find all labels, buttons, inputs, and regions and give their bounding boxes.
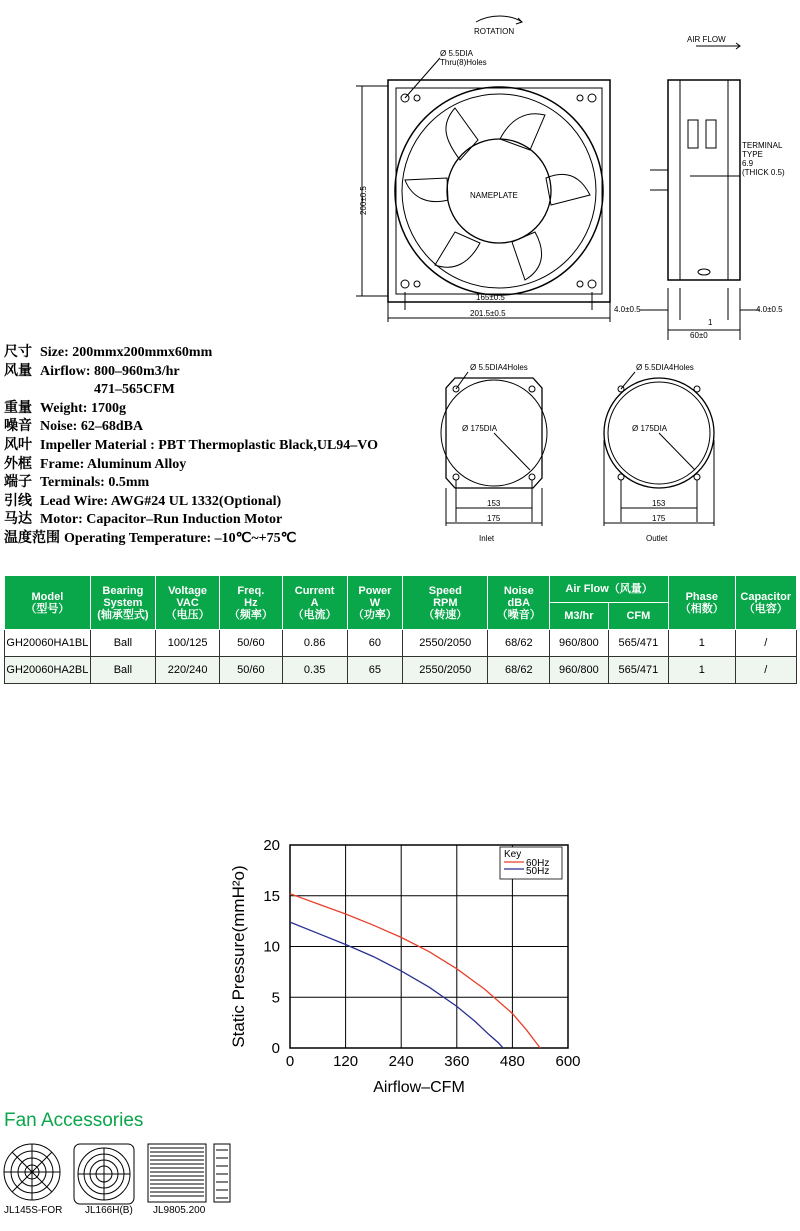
header-line: （电流） — [292, 608, 337, 621]
x-tick-label: 600 — [555, 1053, 581, 1070]
spec-label-cn: 风量 — [4, 363, 32, 379]
spec-value: Weight: 1700g — [40, 400, 126, 416]
rotation-label: ROTATION — [474, 27, 515, 36]
table-cell: / — [735, 657, 796, 684]
svg-text:4.0±0.5: 4.0±0.5 — [756, 305, 783, 314]
y-tick-label: 0 — [271, 1040, 280, 1057]
spec-row — [4, 363, 404, 382]
header-line: (轴承型式) — [97, 608, 149, 621]
col-bearing — [90, 576, 155, 630]
col-noise — [488, 576, 550, 630]
table-cell: / — [735, 630, 796, 657]
header-line: （电容） — [743, 602, 788, 615]
spec-table — [4, 575, 797, 684]
col-model — [5, 576, 91, 630]
svg-text:200±0.5: 200±0.5 — [359, 186, 368, 215]
y-tick-label: 5 — [271, 989, 280, 1007]
accessory-label-1: JL145S-FOR — [4, 1205, 63, 1216]
svg-text:TERMINAL: TERMINAL — [742, 141, 783, 150]
col-m3hr: M3/hr — [550, 603, 609, 630]
svg-text:Inlet: Inlet — [479, 534, 495, 543]
header-line: （频率） — [228, 608, 273, 621]
header-line: RPM — [433, 596, 458, 609]
header-line: A — [310, 596, 319, 609]
header-line: （型号） — [25, 602, 70, 615]
table-cell: GH20060HA2BL — [5, 657, 91, 684]
table-cell: 50/60 — [220, 630, 282, 657]
table-cell: 60 — [347, 630, 402, 657]
spec-label-cn: 风叶 — [4, 437, 32, 453]
header-line: System — [103, 596, 143, 609]
col-speed — [403, 576, 488, 630]
fan-blade — [405, 178, 448, 202]
table-cell: 220/240 — [156, 657, 220, 684]
spec-label-cn: 马达 — [4, 512, 32, 528]
spec-label-cn: 噪音 — [4, 419, 32, 435]
table-cell: 960/800 — [550, 630, 609, 657]
svg-text:60±0: 60±0 — [690, 331, 708, 340]
fan-blade — [512, 232, 542, 280]
header-line: Noise — [503, 584, 534, 597]
spec-value: Impeller Material : PBT Thermoplastic Black,UL94–VO — [40, 437, 379, 453]
svg-text:TYPE: TYPE — [742, 150, 763, 159]
x-tick-label: 480 — [499, 1053, 525, 1070]
table-cell: GH20060HA1BL — [5, 630, 91, 657]
spec-row — [4, 493, 404, 512]
svg-text:1: 1 — [708, 318, 713, 327]
spec-label-cn: 引线 — [4, 493, 32, 509]
spec-label-cn: 温度范围 — [4, 530, 60, 546]
table-cell: 1 — [669, 630, 735, 657]
header-line: VAC — [176, 596, 199, 609]
col-voltage — [156, 576, 220, 630]
svg-text:175: 175 — [487, 514, 501, 523]
fan-blade — [546, 174, 590, 205]
spec-value: Frame: Aluminum Alloy — [40, 456, 187, 472]
header-line: Hz — [244, 596, 258, 609]
y-tick-label: 15 — [263, 887, 280, 905]
header-line: Voltage — [168, 584, 208, 597]
svg-text:6.9: 6.9 — [742, 159, 754, 168]
svg-text:175: 175 — [652, 514, 666, 523]
spec-row — [4, 437, 404, 456]
table-cell: 2550/2050 — [403, 657, 488, 684]
table-cell: 565/471 — [608, 657, 668, 684]
header-line: （相数） — [679, 602, 724, 615]
svg-text:201.5±0.5: 201.5±0.5 — [470, 309, 506, 318]
spec-value: Noise: 62–68dBA — [40, 419, 144, 435]
table-cell: 68/62 — [488, 657, 550, 684]
spec-label-cn: 外框 — [4, 456, 32, 472]
y-axis-label: Static Pressure(mmH²o) — [229, 865, 248, 1048]
x-tick-label: 0 — [285, 1053, 295, 1070]
table-cell: Ball — [90, 657, 155, 684]
header-line: Model — [31, 590, 64, 603]
header-line: Capacitor — [740, 590, 792, 603]
accessories-title: Fan Accessories — [4, 1110, 144, 1131]
spec-row — [4, 381, 404, 400]
svg-text:Ø 175DIA: Ø 175DIA — [462, 424, 498, 433]
table-row — [5, 630, 797, 657]
table-cell: 1 — [669, 657, 735, 684]
table-cell: 50/60 — [220, 657, 282, 684]
header-line: Current — [294, 584, 335, 597]
col-capacitor — [735, 576, 796, 630]
header-line: W — [369, 596, 381, 609]
header-line: dBA — [507, 596, 531, 609]
table-cell: 960/800 — [550, 657, 609, 684]
svg-text:153: 153 — [652, 499, 666, 508]
spec-row — [4, 511, 404, 530]
fan-guard-wire-image — [4, 1144, 60, 1200]
svg-text:AIR FLOW: AIR FLOW — [687, 35, 726, 44]
spec-value: Lead Wire: AWG#24 UL 1332(Optional) — [40, 493, 282, 509]
legend-label: 60Hz — [526, 858, 550, 869]
svg-text:Ø 5.5DIA: Ø 5.5DIA — [440, 49, 473, 58]
svg-text:Ø 175DIA: Ø 175DIA — [632, 424, 668, 433]
table-cell: 68/62 — [488, 630, 550, 657]
fan-filter-image — [148, 1144, 230, 1202]
spec-label-cn: 重量 — [4, 400, 32, 416]
pq-chart — [220, 835, 590, 1105]
table-cell: 100/125 — [156, 630, 220, 657]
header-line: （转速） — [423, 608, 468, 621]
x-tick-label: 240 — [388, 1053, 414, 1070]
col-power — [347, 576, 402, 630]
svg-text:Thru(8)Holes: Thru(8)Holes — [440, 58, 487, 67]
col-phase — [669, 576, 735, 630]
spec-value: Operating Temperature: –10℃~+75℃ — [64, 530, 297, 546]
header-line: （噪音） — [496, 608, 541, 621]
spec-row — [4, 456, 404, 475]
spec-list — [4, 344, 404, 549]
svg-text:Ø 5.5DIA4Holes: Ø 5.5DIA4Holes — [470, 363, 528, 372]
fan-guard-square-image — [74, 1144, 134, 1204]
spec-value: Terminals: 0.5mm — [40, 475, 150, 491]
legend-label: 50Hz — [526, 866, 550, 877]
svg-text:4.0±0.5: 4.0±0.5 — [614, 305, 641, 314]
spec-label-cn: 端子 — [4, 475, 32, 491]
svg-text:165±0.5: 165±0.5 — [476, 293, 505, 302]
y-tick-label: 10 — [263, 938, 280, 956]
table-cell: 565/471 — [608, 630, 668, 657]
spec-row — [4, 474, 404, 493]
spec-value: Airflow: 800–960m3/hr — [40, 363, 180, 379]
table-cell: 0.35 — [282, 657, 347, 684]
header-line: Bearing — [102, 584, 144, 597]
spec-row — [4, 400, 404, 419]
table-cell: 0.86 — [282, 630, 347, 657]
header-line: （功率） — [352, 608, 397, 621]
fan-blade — [435, 232, 480, 267]
spec-value: 471–565CFM — [94, 382, 175, 398]
col-current — [282, 576, 347, 630]
table-cell: 65 — [347, 657, 402, 684]
svg-text:(THICK 0.5): (THICK 0.5) — [742, 168, 785, 177]
x-tick-label: 360 — [444, 1053, 470, 1070]
spec-row — [4, 418, 404, 437]
fan-blade — [446, 108, 478, 160]
table-cell: 2550/2050 — [403, 630, 488, 657]
header-line: （电压） — [165, 608, 210, 621]
accessory-images — [0, 1140, 240, 1210]
accessory-label-3: JL9805.200 — [153, 1205, 206, 1216]
x-tick-label: 120 — [333, 1053, 359, 1070]
svg-text:Outlet: Outlet — [646, 534, 668, 543]
spec-label-cn: 尺寸 — [4, 345, 32, 360]
accessory-label-2: JL166H(B) — [85, 1205, 133, 1216]
y-tick-label: 20 — [263, 837, 280, 854]
header-line: Speed — [428, 584, 462, 597]
fan-side-view — [668, 80, 740, 280]
header-line: Freq. — [237, 584, 265, 597]
spec-row — [4, 530, 404, 549]
svg-text:153: 153 — [487, 499, 501, 508]
x-axis-label: Airflow–CFM — [373, 1079, 465, 1096]
series-line-50Hz — [290, 922, 503, 1048]
spec-value: Motor: Capacitor–Run Induction Motor — [40, 512, 283, 528]
col-freq — [220, 576, 282, 630]
legend-title: Key — [504, 849, 522, 860]
header-line: Power — [358, 584, 392, 597]
table-row — [5, 657, 797, 684]
col-airflow: Air Flow（风量） — [550, 576, 669, 603]
svg-text:Ø 5.5DIA4Holes: Ø 5.5DIA4Holes — [636, 363, 694, 372]
col-cfm: CFM — [608, 603, 668, 630]
header-line: Phase — [685, 590, 718, 603]
spec-row — [4, 344, 404, 363]
nameplate-label: NAMEPLATE — [470, 191, 518, 200]
table-cell: Ball — [90, 630, 155, 657]
series-line-60Hz — [290, 894, 540, 1048]
spec-value: Size: 200mmx200mmx60mm — [40, 345, 213, 360]
